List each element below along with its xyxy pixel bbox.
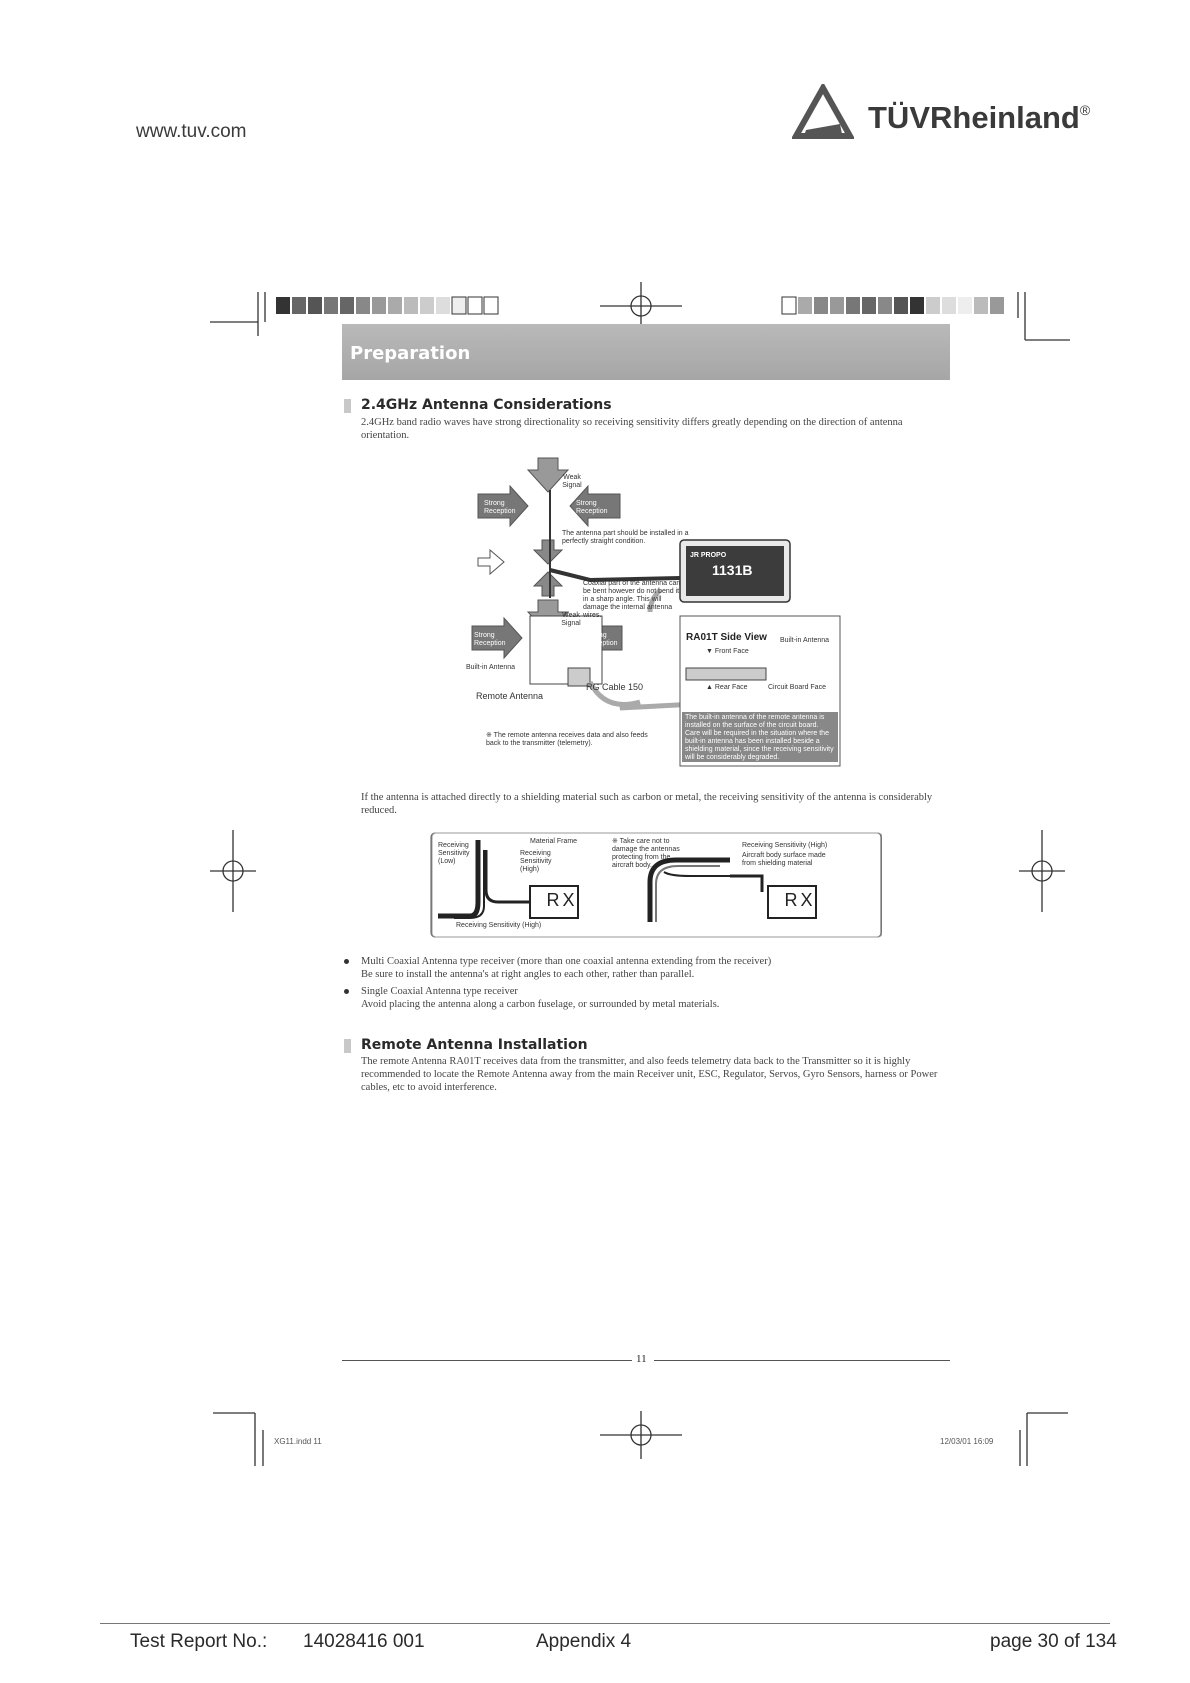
recv-high-bottom-label: Receiving Sensitivity (High) bbox=[456, 922, 542, 929]
section1-text: 2.4GHz band radio waves have strong directionality so receiving sensitivity differs greatly depending on the direction of antenna orientation. bbox=[361, 417, 903, 441]
print-file-name: XG11.indd 11 bbox=[274, 1437, 322, 1446]
recv-high-label: Receiving Sensitivity (High) bbox=[520, 850, 552, 873]
side-view-title: RA01T Side View bbox=[686, 632, 767, 643]
aircraft-surface-note: Aircraft body surface made from shielding material bbox=[742, 852, 826, 867]
page-number-rule-right bbox=[654, 1360, 950, 1361]
site-url: www.tuv.com bbox=[136, 121, 247, 142]
receiver-brand: JR PROPO bbox=[690, 552, 727, 559]
section-marker bbox=[344, 1039, 351, 1053]
section2-text: The remote Antenna RA01T receives data from the transmitter, and also feeds telemetry data back to the Transmitter so it is highly recommended to locate the Remote Antenna away from the main Receiver unit, ESC, Regulator, Servos, Gyro Sensors, harness or Power cables, etc to avoid interference. bbox=[361, 1056, 938, 1093]
remote-antenna-label: Remote Antenna bbox=[476, 691, 544, 701]
material-frame-label: Material Frame bbox=[530, 838, 578, 845]
front-face-label: ▼ Front Face bbox=[706, 648, 749, 655]
bullet-title: Multi Coaxial Antenna type receiver (more than one coaxial antenna extending from the receiver) bbox=[361, 956, 772, 967]
strong-reception-label-left2: Strong Reception bbox=[474, 632, 506, 647]
report-number: 14028416 001 bbox=[303, 1631, 425, 1652]
remote-antenna-telemetry-note: ※ The remote antenna receives data and also feeds back to the transmitter (telemetry). bbox=[486, 732, 648, 747]
antenna-straight-note: The antenna part should be installed in a perfectly straight condition. bbox=[562, 530, 689, 545]
rx-box-left: RX bbox=[546, 890, 578, 910]
page-number-rule-left bbox=[342, 1360, 632, 1361]
bullet-dot bbox=[344, 959, 349, 964]
side-view-note: The built-in antenna of the remote antenna is installed on the surface of the circuit board. Care will be required in the situation where the built-in antenna has been installed beside a shielding material, since the receiving sensitivity will be considerably degraded. bbox=[685, 714, 834, 761]
side-view-builtin-label: Built-in Antenna bbox=[780, 637, 830, 644]
footer-rule bbox=[100, 1623, 1110, 1624]
bullet-text: Avoid placing the antenna along a carbon fuselage, or surrounded by metal materials. bbox=[361, 999, 720, 1010]
section-marker bbox=[344, 399, 351, 413]
section1-title: 2.4GHz Antenna Considerations bbox=[361, 397, 612, 413]
receiver-model: 1131B bbox=[712, 562, 753, 578]
bullet-dot bbox=[344, 989, 349, 994]
recv-high-right-label: Receiving Sensitivity (High) bbox=[742, 842, 828, 849]
take-care-note: ※ Take care not to damage the antennas protecting from the aircraft body. bbox=[612, 838, 680, 869]
strong-reception-label-right2: Strong Reception bbox=[586, 632, 618, 647]
appendix-label: Appendix 4 bbox=[536, 1631, 632, 1652]
rear-face-label: ▲ Rear Face bbox=[706, 684, 748, 691]
circuit-face-label: Circuit Board Face bbox=[768, 684, 826, 691]
recv-low-label: Receiving Sensitivity (Low) bbox=[438, 842, 470, 865]
page-counter: page 30 of 134 bbox=[990, 1631, 1117, 1652]
section-banner-title: Preparation bbox=[350, 343, 471, 364]
weak-signal-label-top: Weak Signal bbox=[562, 474, 582, 489]
shielding-paragraph: If the antenna is attached directly to a shielding material such as carbon or metal, the receiving sensitivity of the antenna is considerably reduced. bbox=[361, 792, 933, 816]
strong-reception-label-right: Strong Reception bbox=[576, 500, 608, 515]
strong-reception-label-left: Strong Reception bbox=[484, 500, 516, 515]
coax-bend-note: Coaxial part of the antenna can be bent however do not bend it in a sharp angle. This will damage the internal antenna wires. bbox=[583, 580, 681, 619]
builtin-antenna-label: Built-in Antenna bbox=[466, 664, 516, 671]
section2-title: Remote Antenna Installation bbox=[361, 1037, 588, 1053]
weak-signal-label-mid: Weak Signal bbox=[561, 612, 581, 627]
bullet-title: Single Coaxial Antenna type receiver bbox=[361, 986, 518, 997]
print-date: 12/03/01 16:09 bbox=[940, 1437, 994, 1446]
rx-box-right: RX bbox=[784, 890, 816, 910]
rg-cable-label: RG Cable 150 bbox=[586, 682, 644, 692]
report-label: Test Report No.: bbox=[130, 1631, 268, 1652]
tuv-logo-text: TÜVRheinland® bbox=[868, 100, 1091, 135]
bullet-text: Be sure to install the antenna's at right angles to each other, rather than parallel. bbox=[361, 969, 695, 980]
page-number: 11 bbox=[636, 1353, 647, 1365]
